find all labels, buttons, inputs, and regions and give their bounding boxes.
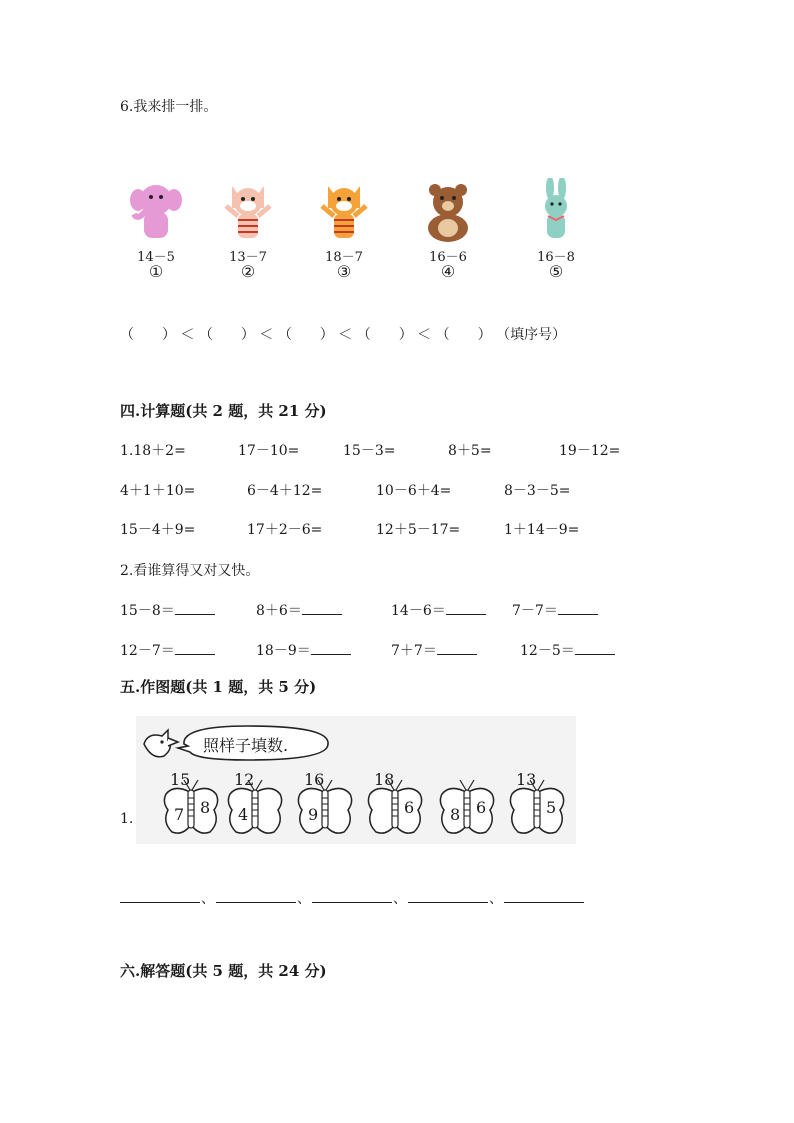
butterfly-right-number[interactable]: 6 bbox=[476, 798, 487, 817]
q1-label: 1. bbox=[120, 811, 134, 827]
separator: 、 bbox=[297, 891, 311, 907]
order-paren-3[interactable]: （ ） bbox=[277, 327, 334, 343]
quick-calc-problem bbox=[391, 640, 477, 660]
problem-text: 8＋6＝ bbox=[256, 603, 302, 619]
answer-line[interactable] bbox=[312, 902, 392, 903]
calc-problem: 19－12= bbox=[559, 443, 621, 459]
section-4-title: 四.计算题(共 2 题，共 21 分) bbox=[120, 402, 327, 420]
butterfly-left-number[interactable]: 9 bbox=[308, 805, 319, 824]
answer-line[interactable] bbox=[408, 902, 488, 903]
separator: 、 bbox=[201, 891, 215, 907]
calc-problem: 15－3= bbox=[343, 443, 396, 459]
answer-blank[interactable] bbox=[175, 600, 215, 615]
problem-text: 12－5＝ bbox=[520, 643, 575, 659]
butterfly-right-number[interactable]: 5 bbox=[546, 798, 557, 817]
butterfly-top-number: 13 bbox=[516, 770, 537, 789]
butterfly-top-number: 15 bbox=[170, 770, 191, 789]
animal-expression: 13－7 bbox=[229, 250, 267, 265]
problem-text: 15－8＝ bbox=[120, 603, 175, 619]
calc-problem: 6－4＋12= bbox=[247, 483, 323, 499]
order-note: （填序号） bbox=[496, 327, 567, 343]
quick-calc-problem bbox=[520, 640, 615, 660]
answer-blank[interactable] bbox=[175, 640, 215, 655]
answer-line[interactable] bbox=[216, 902, 296, 903]
calc-problem: 17＋2－6= bbox=[247, 522, 323, 538]
calc-problem: 8－3－5= bbox=[504, 483, 571, 499]
animal-number-mark: ④ bbox=[440, 262, 456, 281]
animal-number-mark: ③ bbox=[336, 262, 352, 281]
answer-blank[interactable] bbox=[311, 640, 351, 655]
order-paren-1[interactable]: （ ） bbox=[120, 327, 176, 343]
quick-calc-problem bbox=[120, 600, 215, 620]
butterfly-top-number: 18 bbox=[374, 770, 395, 789]
problem-text: 18－9＝ bbox=[256, 643, 311, 659]
calc-problem: 4＋1＋10= bbox=[120, 483, 196, 499]
animal-number-mark: ② bbox=[240, 262, 256, 281]
less-than-1: ＜ bbox=[180, 327, 195, 343]
answer-line[interactable] bbox=[504, 902, 584, 903]
calc-problem: 1.18＋2= bbox=[120, 443, 186, 459]
butterfly-left-number[interactable]: 8 bbox=[450, 805, 461, 824]
quick-calc-problem bbox=[256, 640, 351, 660]
less-than-3: ＜ bbox=[338, 327, 353, 343]
tiger-icon bbox=[314, 178, 374, 248]
problem-text: 7－7＝ bbox=[512, 603, 558, 619]
calc-problem: 12＋5－17= bbox=[376, 522, 461, 538]
calc-problem: 1＋14－9= bbox=[504, 522, 580, 538]
butterfly-left-number[interactable]: 4 bbox=[238, 805, 249, 824]
animal-expression: 16－8 bbox=[537, 250, 575, 265]
butterfly-right-number[interactable]: 6 bbox=[404, 798, 415, 817]
section-5-title: 五.作图题(共 1 题，共 5 分) bbox=[120, 678, 317, 696]
animal-expression: 14－5 bbox=[137, 250, 175, 265]
answer-blank[interactable] bbox=[558, 600, 598, 615]
rabbit-icon bbox=[526, 178, 586, 248]
speech-bubble-text: 照样子填数. bbox=[203, 736, 289, 755]
bear-icon bbox=[418, 178, 478, 248]
quick-calc-problem bbox=[120, 640, 215, 660]
section-6-title: 六.解答题(共 5 题，共 24 分) bbox=[120, 962, 327, 980]
butterfly-right-number[interactable]: 8 bbox=[200, 798, 211, 817]
butterfly-icon bbox=[436, 778, 498, 840]
elephant-icon bbox=[126, 178, 186, 248]
problem-text: 12－7＝ bbox=[120, 643, 175, 659]
butterfly-top-number: 16 bbox=[304, 770, 325, 789]
less-than-2: ＜ bbox=[259, 327, 274, 343]
answer-line[interactable] bbox=[120, 902, 200, 903]
order-paren-4[interactable]: （ ） bbox=[356, 327, 413, 343]
quick-calc-problem bbox=[256, 600, 342, 620]
less-than-4: ＜ bbox=[417, 327, 432, 343]
problem-text: 7＋7＝ bbox=[391, 643, 437, 659]
animal-expression: 16－6 bbox=[429, 250, 467, 265]
butterfly-left-number[interactable]: 7 bbox=[174, 805, 185, 824]
animal-expression: 18－7 bbox=[325, 250, 363, 265]
cat-icon bbox=[218, 178, 278, 248]
calc-problem: 8＋5= bbox=[448, 443, 492, 459]
separator: 、 bbox=[393, 891, 407, 907]
answer-blank[interactable] bbox=[575, 640, 615, 655]
order-paren-5[interactable]: （ ） bbox=[435, 327, 492, 343]
order-paren-2[interactable]: （ ） bbox=[198, 327, 255, 343]
answer-blank[interactable] bbox=[302, 600, 342, 615]
calc-problem: 17－10= bbox=[238, 443, 300, 459]
problem-text: 14－6＝ bbox=[391, 603, 446, 619]
separator: 、 bbox=[489, 891, 503, 907]
quick-calc-problem bbox=[512, 600, 598, 620]
butterfly-top-number: 12 bbox=[234, 770, 255, 789]
answer-blank[interactable] bbox=[446, 600, 486, 615]
animal-number-mark: ① bbox=[148, 262, 164, 281]
calc-problem: 15－4＋9= bbox=[120, 522, 196, 538]
animal-number-mark: ⑤ bbox=[548, 262, 564, 281]
quick-calc-problem bbox=[391, 600, 486, 620]
calc-problem: 10－6＋4= bbox=[376, 483, 452, 499]
ordering-row bbox=[120, 326, 566, 344]
q2-title: 2.看谁算得又对又快。 bbox=[120, 563, 260, 579]
answer-blank[interactable] bbox=[437, 640, 477, 655]
question-6-title: 6.我来排一排。 bbox=[120, 99, 218, 115]
